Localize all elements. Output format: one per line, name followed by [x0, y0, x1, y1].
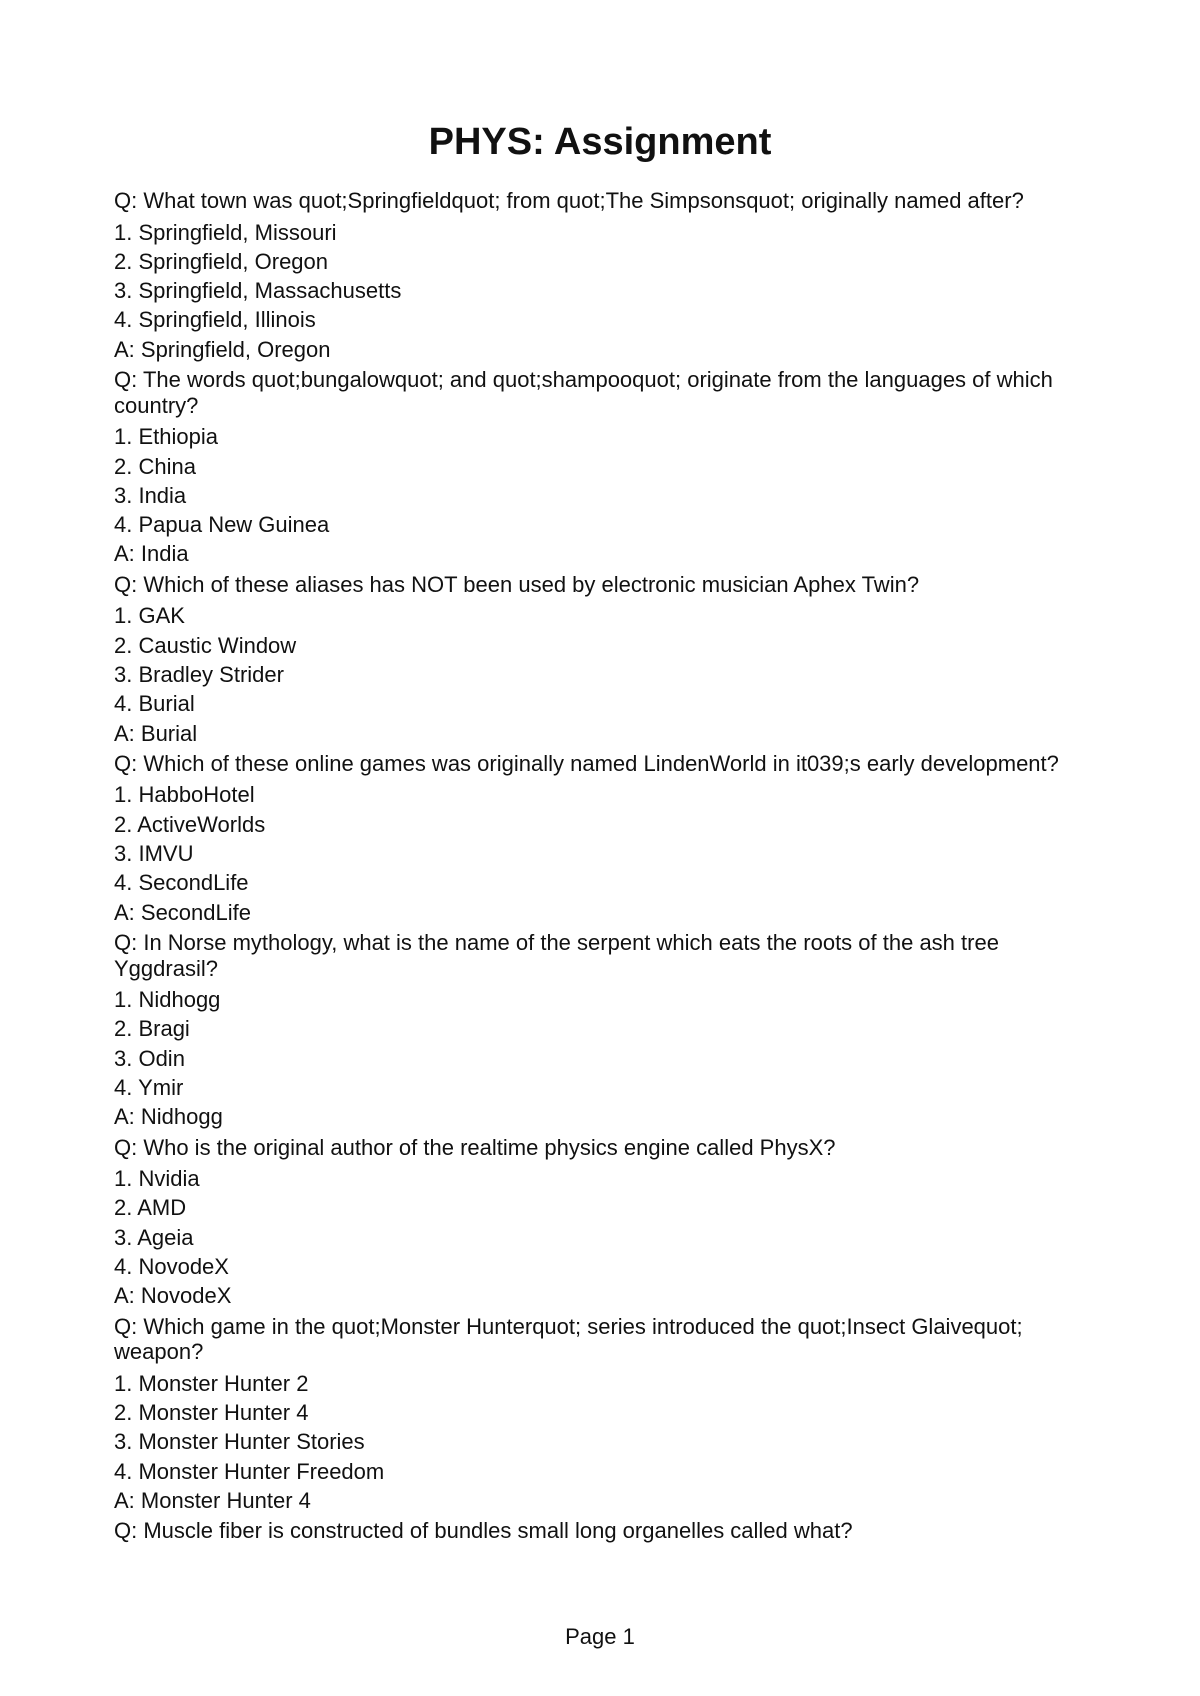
option-item: 3. Odin — [114, 1045, 185, 1071]
page-number: Page 1 — [565, 1624, 635, 1649]
answer-text: A: Burial — [114, 720, 198, 746]
question-text: Q: Which game in the quot;Monster Hunterquot; series introduced the quot;Insect Glaivequot; weapon? — [114, 1313, 1023, 1365]
option-item: 2. Springfield, Oregon — [114, 248, 329, 274]
option-item: 2. ActiveWorlds — [114, 811, 266, 837]
option-list — [114, 780, 1089, 897]
question-text: Q: Which of these online games was originally named LindenWorld in it039;s early development? — [114, 750, 1059, 776]
option-item: 1. Springfield, Missouri — [114, 219, 337, 245]
answer-text: A: NovodeX — [114, 1283, 232, 1309]
option-item: 1. HabboHotel — [114, 782, 255, 808]
option-item: 3. IMVU — [114, 841, 194, 867]
qa-block — [114, 930, 1089, 1132]
option-item: 3. Monster Hunter Stories — [114, 1429, 365, 1455]
question-text: Q: Who is the original author of the realtime physics engine called PhysX? — [114, 1134, 836, 1160]
question-text: Q: Which of these aliases has NOT been used by electronic musician Aphex Twin? — [114, 571, 920, 597]
option-item: 2. Bragi — [114, 1016, 190, 1042]
qa-block — [114, 1314, 1089, 1516]
answer-text: A: Nidhogg — [114, 1104, 223, 1130]
option-item: 4. SecondLife — [114, 870, 249, 896]
option-list — [114, 1369, 1089, 1486]
qa-block — [114, 1135, 1089, 1311]
option-item: 4. Springfield, Illinois — [114, 307, 316, 333]
option-item: 2. China — [114, 453, 196, 479]
page-title: PHYS: Assignment — [428, 121, 772, 163]
answer-text: A: Springfield, Oregon — [114, 336, 331, 362]
answer-text: A: Monster Hunter 4 — [114, 1488, 311, 1514]
question-text: Q: The words quot;bungalowquot; and quot;shampooquot; originate from the languages of which country? — [114, 367, 1053, 418]
option-item: 3. Springfield, Massachusetts — [114, 278, 402, 304]
qa-block — [114, 572, 1089, 748]
option-list — [114, 218, 1089, 335]
option-list — [114, 422, 1089, 539]
option-list — [114, 985, 1089, 1102]
answer-text: A: India — [114, 541, 189, 567]
option-item: 4. Burial — [114, 691, 195, 717]
option-item: 1. Monster Hunter 2 — [114, 1370, 309, 1396]
option-item: 1. Ethiopia — [114, 424, 218, 450]
question-text: Q: What town was quot;Springfieldquot; from quot;The Simpsonsquot; originally named after? — [114, 188, 1024, 213]
qa-block — [114, 367, 1089, 569]
option-item: 2. AMD — [114, 1195, 187, 1221]
option-item: 1. Nvidia — [114, 1166, 200, 1192]
qa-block — [114, 751, 1089, 927]
option-item: 4. Monster Hunter Freedom — [114, 1458, 385, 1484]
option-list — [114, 1164, 1089, 1281]
option-item: 3. Ageia — [114, 1224, 194, 1250]
qa-block — [114, 188, 1089, 364]
option-item: 2. Monster Hunter 4 — [114, 1400, 309, 1426]
option-list — [114, 601, 1089, 718]
option-item: 4. NovodeX — [114, 1254, 229, 1280]
option-item: 4. Papua New Guinea — [114, 512, 330, 538]
answer-text: A: SecondLife — [114, 899, 251, 925]
option-item: 3. Bradley Strider — [114, 661, 284, 687]
option-item: 1. Nidhogg — [114, 987, 221, 1013]
option-item: 1. GAK — [114, 603, 185, 629]
option-item: 3. India — [114, 482, 187, 508]
question-text: Q: In Norse mythology, what is the name of the serpent which eats the roots of the ash tree Yggdrasil? — [114, 929, 999, 981]
option-item: 2. Caustic Window — [114, 632, 297, 658]
option-item: 4. Ymir — [114, 1074, 184, 1100]
question-text: Q: Muscle fiber is constructed of bundles small long organelles called what? — [114, 1518, 853, 1544]
qa-list — [114, 188, 1089, 1548]
